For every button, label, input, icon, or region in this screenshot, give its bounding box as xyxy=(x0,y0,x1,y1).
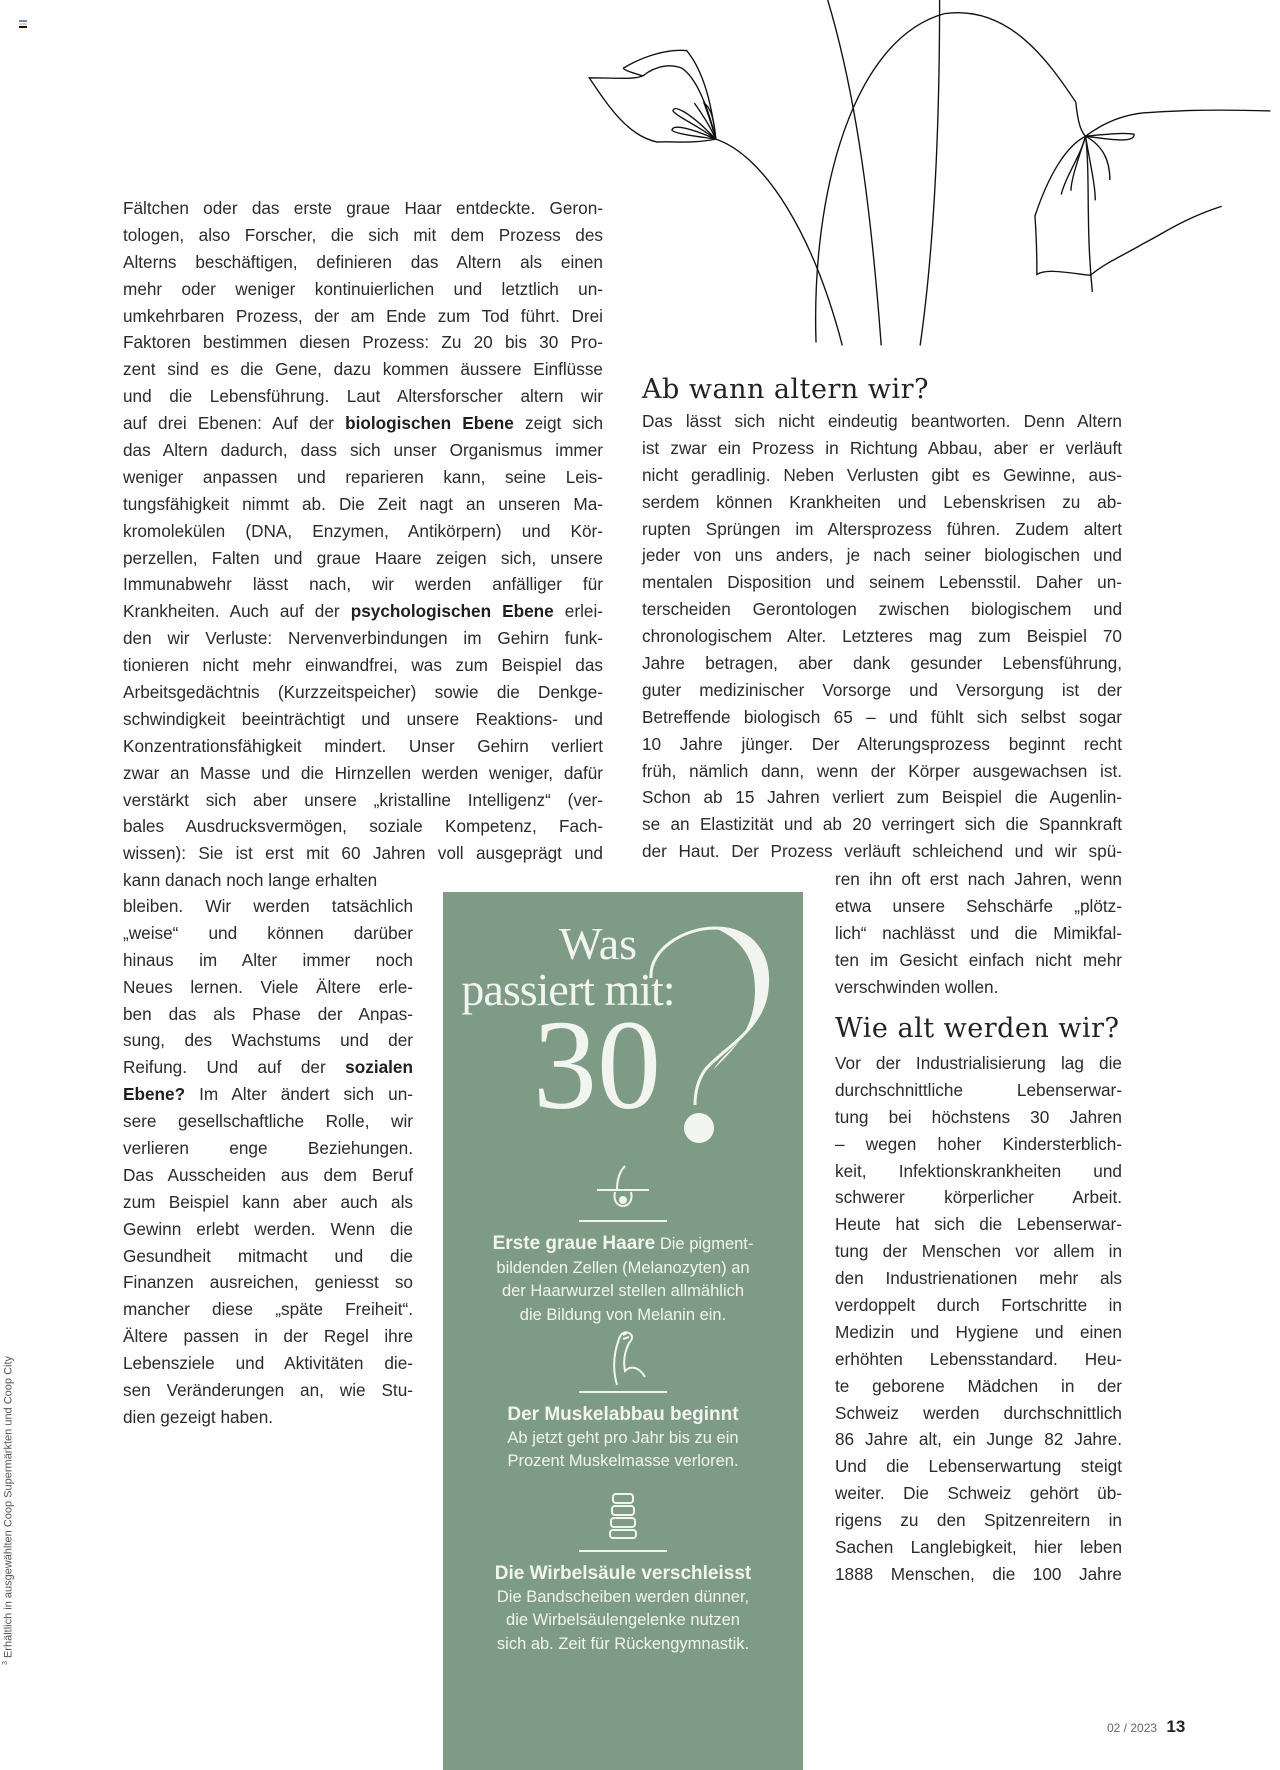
section-2-text xyxy=(835,1050,1122,1588)
text-line: Arbeitsgedächtnis (Kurzzeitspeicher) sowie die Denkge- xyxy=(123,682,603,703)
text-line: Faktoren bestimmen diesen Prozess: Zu 20 bis 30 Pro- xyxy=(123,332,603,353)
text-line: tologen, also Forscher, die sich mit dem Prozess des xyxy=(123,224,603,245)
item-line: sich ab. Zeit für Rückengymnastik. xyxy=(496,1634,750,1653)
text-line: mehr oder weniger kontinuierlichen und letztlich un- xyxy=(123,278,603,299)
text-line: Finanzen ausreichen, geniesst so xyxy=(123,1272,413,1293)
text-line: Neues lernen. Viele Ältere erle- xyxy=(123,976,413,997)
text-line: Sachen Langlebigkeit, hier leben xyxy=(835,1537,1122,1558)
text-line: tionieren nicht mehr einwandfrei, was zum Beispiel das xyxy=(123,655,603,676)
text-line: jeder von uns anders, je nach seiner biologischen und xyxy=(642,545,1122,566)
page-number: 13 xyxy=(1166,1717,1186,1736)
text-line: Schweiz werden durchschnittlich xyxy=(835,1402,1122,1423)
text-line: „weise“ und können darüber xyxy=(123,922,413,943)
text-line: Und die Lebenserwartung steigt xyxy=(835,1456,1122,1477)
text-line: Krankheiten. Auch auf der psychologischen Ebene erlei- xyxy=(123,601,603,622)
text-line: se an Elastizität und ab 20 verringert sich die Spannkraft xyxy=(642,814,1122,835)
text-line: Gewinn erlebt werden. Wenn die xyxy=(123,1218,413,1239)
item-title: Die Wirbelsäule verschleisst xyxy=(494,1563,752,1584)
text-line: ben das als Phase der Anpas- xyxy=(123,1003,413,1024)
info-box-age-30 xyxy=(443,892,803,1770)
item-title: Der Muskelabbau beginnt xyxy=(507,1404,739,1425)
text-line: Heute hat sich die Lebenserwar- xyxy=(835,1214,1122,1235)
item-line: die Bildung von Melanin ein. xyxy=(519,1305,727,1324)
text-line: mentalen Disposition und seinem Lebensstil. Daher un- xyxy=(642,572,1122,593)
left-column-text xyxy=(123,195,603,894)
text-line: schwerer körperlicher Arbeit. xyxy=(835,1187,1122,1208)
text-line: terscheiden Gerontologen zwischen biologischem und xyxy=(642,599,1122,620)
text-line: – wegen hoher Kindersterblich- xyxy=(835,1133,1122,1154)
text-line: kann danach noch lange erhalten xyxy=(123,870,378,891)
text-line: keit, Infektionskrankheiten und xyxy=(835,1160,1122,1181)
text-line: verdoppelt durch Fortschritte in xyxy=(835,1295,1122,1316)
text-line: verschwinden wollen. xyxy=(835,976,999,997)
item-line: die Wirbelsäulengelenke nutzen xyxy=(506,1611,740,1629)
text-line: Alterns beschäftigen, definieren das Altern als einen xyxy=(123,251,603,272)
side-footnote: $^3$ Erhältlich in ausgewählten Coop Supermärkten und Coop City xyxy=(2,1355,15,1665)
text-line: weniger anpassen und reparieren kann, seine Leis- xyxy=(123,466,603,487)
text-line: ren ihn oft erst nach Jahren, wenn xyxy=(835,869,1122,889)
text-line: Reifung. Und auf der sozialen xyxy=(123,1057,413,1078)
text-line: wissen): Sie ist erst mit 60 Jahren voll ausgeprägt und xyxy=(123,843,603,864)
text-line: mancher diese „späte Freiheit“. xyxy=(123,1299,413,1320)
box-title-line-1: Was xyxy=(558,918,638,969)
text-line: tungsfähigkeit nimmt ab. Die Zeit nagt an unseren Ma- xyxy=(123,493,603,514)
text-line: durchschnittliche Lebenserwar- xyxy=(835,1079,1122,1100)
item-line: bildenden Zellen (Melanozyten) an xyxy=(496,1258,750,1277)
section-1-text xyxy=(642,408,1122,865)
text-line: perzellen, Falten und graue Haare zeigen sich, unsere xyxy=(123,547,603,568)
text-line: auf drei Ebenen: Auf der biologischen Ebene zeigt sich xyxy=(123,413,603,434)
text-line: Gesundheit mitmacht und die xyxy=(123,1245,413,1266)
text-line: sung, des Wachstums und der xyxy=(123,1030,413,1051)
text-line: tung der Menschen vor allem in xyxy=(835,1241,1122,1262)
item-text: Erste graue Haare Die pigment- xyxy=(492,1233,754,1254)
item-divider xyxy=(579,1220,667,1222)
text-line: bales Ausdrucksvermögen, soziale Kompetenz, Fach- xyxy=(123,816,603,837)
text-line: Immunabwehr lässt nach, wir werden anfälliger für xyxy=(123,574,603,595)
text-line: chronologischem Alter. Letzteres mag zum Beispiel 70 xyxy=(642,626,1122,647)
text-line: schwindigkeit beeinträchtigt und unsere Reaktions- und xyxy=(123,708,603,729)
left-narrow-column-text xyxy=(123,893,413,1431)
text-line: verlieren enge Beziehungen. xyxy=(123,1138,413,1159)
section-1-narrow-text xyxy=(835,866,1122,1000)
text-line: sen Veränderungen an, wie Stu- xyxy=(123,1380,413,1401)
item-line: Die Bandscheiben werden dünner, xyxy=(496,1587,750,1606)
large-question-mark-icon xyxy=(643,920,773,1150)
text-line: rupten Sprüngen im Altersprozess führen. Zudem altert xyxy=(642,518,1122,539)
text-line: das Altern dadurch, dass sich unser Organismus immer xyxy=(123,440,603,461)
item-divider xyxy=(579,1550,667,1552)
item-line: Ab jetzt geht pro Jahr bis zu ein xyxy=(507,1428,739,1447)
item-line: Prozent Muskelmasse verloren. xyxy=(507,1452,739,1470)
text-line: 86 Jahre alt, ein Junge 82 Jahre. xyxy=(835,1429,1122,1450)
heading-wie-alt-werden-wir: Wie alt werden wir? xyxy=(835,1013,1120,1044)
text-line: und die Lebensführung. Laut Altersforscher altern wir xyxy=(123,386,603,407)
text-line: etwa unsere Sehschärfe „plötz- xyxy=(835,895,1122,916)
text-line: 1888 Menschen, die 100 Jahre xyxy=(835,1563,1122,1584)
text-line: dien gezeigt haben. xyxy=(123,1406,274,1427)
text-line: nicht geradlinig. Neben Verlusten gibt es Gewinne, aus- xyxy=(642,464,1122,485)
text-line: Vor der Industrialisierung lag die xyxy=(835,1053,1122,1073)
text-line: umkehrbaren Prozess, der am Ende zum Tod führt. Drei xyxy=(123,305,603,326)
info-item-muscle-loss xyxy=(443,1327,803,1474)
flexed-arm-icon xyxy=(593,1327,653,1389)
text-line: serdem können Krankheiten und Lebenskrisen zu ab- xyxy=(642,491,1122,512)
flag-icon xyxy=(19,20,27,28)
emphasis-social-level: sozialen xyxy=(345,1057,413,1078)
text-line: Ebene? Im Alter ändert sich un- xyxy=(123,1084,413,1105)
text-line: hinaus im Alter immer noch xyxy=(123,949,413,970)
info-item-spine-wear xyxy=(443,1492,803,1656)
text-line: Konzentrationsfähigkeit mindert. Unser Gehirn verliert xyxy=(123,735,603,756)
emphasis-psychological-level: psychologischen Ebene xyxy=(350,601,554,622)
text-line: kromolekülen (DNA, Enzymen, Antikörpern) und Kör- xyxy=(123,520,603,541)
hair-follicle-icon xyxy=(593,1164,653,1212)
text-line: den Industrienationen mehr als xyxy=(835,1268,1122,1289)
text-line: früh, nämlich dann, wenn der Körper ausgewachsen ist. xyxy=(642,760,1122,781)
text-line: zwar an Masse und die Hirnzellen werden weniger, dafür xyxy=(123,762,603,783)
text-line: tung bei höchstens 30 Jahren xyxy=(835,1106,1122,1127)
text-line: den wir Verluste: Nervenverbindungen im Gehirn funk- xyxy=(123,628,603,649)
flower-line-illustration xyxy=(570,0,1280,360)
emphasis-biological-level: biologischen Ebene xyxy=(345,413,514,434)
text-line: te geborene Mädchen in der xyxy=(835,1375,1122,1396)
box-title-line-2: passiert mit: xyxy=(461,964,675,1015)
emphasis-social-level-2: Ebene? xyxy=(123,1084,186,1105)
text-line: Fältchen oder das erste graue Haar entdeckte. Geron- xyxy=(123,198,603,218)
page-footer xyxy=(1107,1717,1185,1737)
text-line: Jahre betragen, aber dank gesunder Lebensführung, xyxy=(642,653,1122,674)
text-line: Das Ausscheiden aus dem Beruf xyxy=(123,1164,413,1185)
text-line: Lebensziele und Aktivitäten die- xyxy=(123,1353,413,1374)
text-line: 10 Jahre jünger. Der Alterungsprozess beginnt recht xyxy=(642,733,1122,754)
item-line: der Haarwurzel stellen allmählich xyxy=(501,1282,745,1300)
text-line: Medizin und Hygiene und einen xyxy=(835,1321,1122,1342)
text-line: lich“ nachlässt und die Mimikfal- xyxy=(835,922,1122,943)
heading-ab-wann-altern-wir: Ab wann altern wir? xyxy=(642,374,930,405)
issue-date: 02 / 2023 xyxy=(1107,1721,1158,1735)
text-line: verstärkt sich aber unsere „kristalline Intelligenz“ (ver- xyxy=(123,789,603,810)
text-line: der Haut. Der Prozess verläuft schleichend und wir spü- xyxy=(642,841,1122,862)
text-line: bleiben. Wir werden tatsächlich xyxy=(123,896,413,916)
text-line: ist zwar ein Prozess in Richtung Abbau, aber er verläuft xyxy=(642,437,1122,458)
text-line: zent sind es die Gene, dazu kommen äussere Einflüsse xyxy=(123,359,603,380)
box-age-number: 30 xyxy=(533,994,661,1136)
text-line: ten im Gesicht einfach nicht mehr xyxy=(835,949,1122,970)
text-line: rigens zu den Spitzenreitern in xyxy=(835,1510,1122,1531)
text-line: guter medizinischer Vorsorge und Versorgung ist der xyxy=(642,679,1122,700)
item-divider xyxy=(579,1391,667,1393)
text-line: weiter. Die Schweiz gehört üb- xyxy=(835,1483,1122,1504)
text-line: Betreffende biologisch 65 – und fühlt sich selbst sogar xyxy=(642,706,1122,727)
text-line: erhöhten Lebensstandard. Heu- xyxy=(835,1348,1122,1369)
text-line: zum Beispiel kann aber auch als xyxy=(123,1191,413,1212)
spine-icon xyxy=(603,1492,643,1540)
text-line: Das lässt sich nicht eindeutig beantworten. Denn Altern xyxy=(642,411,1122,431)
text-line: sere gesellschaftliche Rolle, wir xyxy=(123,1111,413,1132)
text-line: Schon ab 15 Jahren verliert zum Beispiel die Augenlin- xyxy=(642,787,1122,808)
info-item-grey-hair xyxy=(443,1164,803,1327)
text-line: Ältere passen in der Regel ihre xyxy=(123,1326,413,1347)
